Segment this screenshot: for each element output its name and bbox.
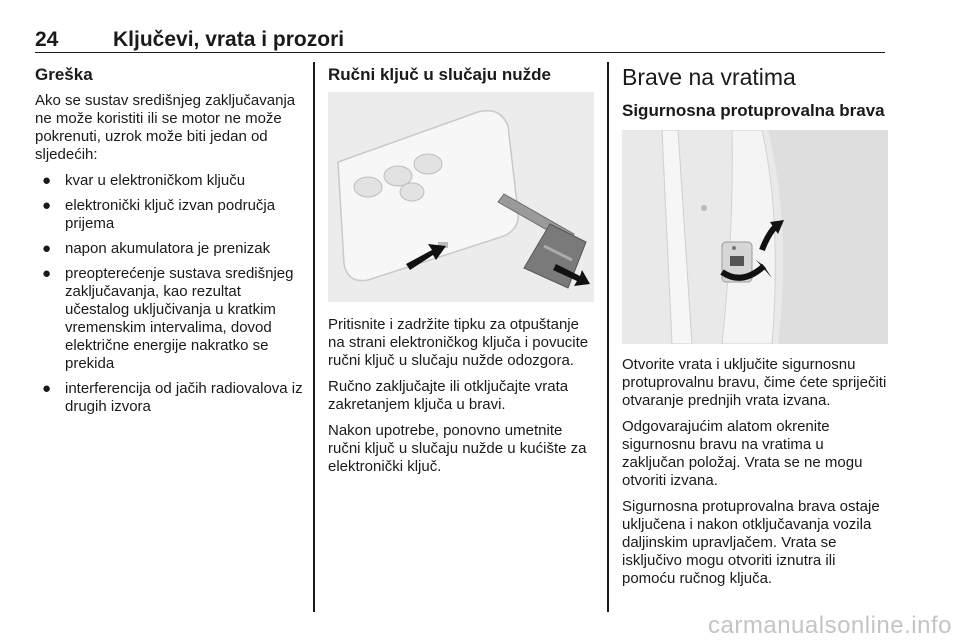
child-lock-paragraph-3: Sigurnosna protuprovalna brava ostaje uključena i nakon otključavanja vozila daljinskim upravljačem. Vrata se isključivo mogu otvoriti iznutra ili pomoću ručnog ključa. [622,498,880,587]
child-lock-paragraph-2: Odgovarajućim alatom okrenite sigurnosnu bravu na vratima u zaključan položaj. Vrata se ne mogu otvoriti izvana. [622,418,863,489]
emergency-key-illustration [328,92,594,302]
column-divider-1 [313,62,315,612]
column-emergency-key [328,62,594,484]
column-door-locks [622,62,888,596]
list-item: ● preopterećenje sustava središnjeg zaključavanja, kao rezultat učestalog uključivanja u kratkim vremenskim intervalima, dovod električne energije nakratko se prekida [42,265,294,372]
list-item: ● kvar u elektroničkom ključu [42,172,246,189]
emergency-key-paragraph-2: Ručno zaključajte ili otključajte vrata zakretanjem ključa u bravi. [328,378,569,413]
list-item: ● interferencija od jačih radiovalova iz drugih izvora [42,380,303,415]
bullet-icon: ● [42,265,52,282]
list-item: ● napon akumulatora je prenizak [42,240,271,257]
door-lock-illustration [622,130,888,344]
section-heading-fault: Greška [35,65,93,84]
chapter-title: Ključevi, vrata i prozori [113,28,345,51]
section-heading-door-locks: Brave na vratima [622,64,796,90]
column-fault [35,62,303,423]
column-divider-2 [607,62,609,612]
fault-intro: Ako se sustav središnjeg zaključavanja ne može koristiti ili se motor ne može pokrenuti, uzrok može biti jedan od sljedećih: [35,92,296,163]
bullet-icon: ● [42,380,52,397]
bullet-icon: ● [42,172,52,189]
bullet-icon: ● [42,197,52,214]
watermark: carmanualsonline.info [708,612,952,639]
emergency-key-paragraph-3: Nakon upotrebe, ponovno umetnite ručni ključ u slučaju nužde u kućište za elektronički ključ. [328,422,587,475]
subsection-heading-child-lock: Sigurnosna protuprovalna brava [622,101,885,120]
page-number: 24 [35,28,59,51]
list-item: ● elektronički ključ izvan područja prijema [42,197,276,232]
page-header [35,22,885,53]
section-heading-emergency-key: Ručni ključ u slučaju nužde [328,65,551,84]
bullet-icon: ● [42,240,52,257]
fault-causes-list [35,172,303,416]
emergency-key-paragraph-1: Pritisnite i zadržite tipku za otpuštanje na strani elektroničkog ključa i povucite ručni ključ u slučaju nužde odozgora. [328,316,589,369]
child-lock-paragraph-1: Otvorite vrata i uključite sigurnosnu protuprovalnu bravu, čime ćete spriječiti otvaranje prednjih vrata izvana. [622,356,887,409]
